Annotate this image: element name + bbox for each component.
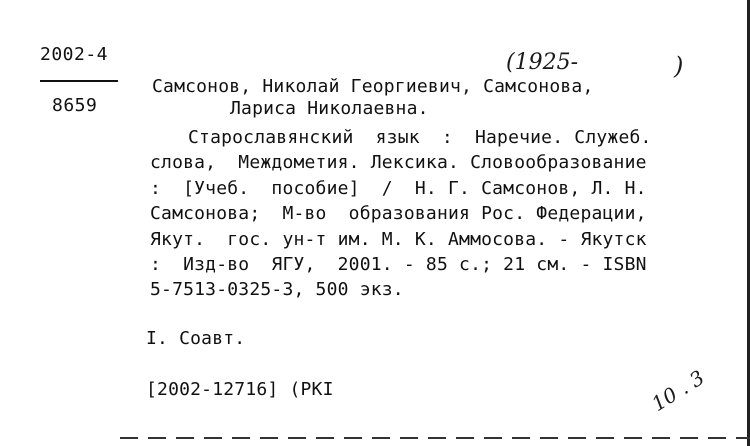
handwritten-paren: ) (674, 52, 684, 80)
title-line: Старославянский язык : Наречие. Служеб. (188, 127, 652, 148)
author-heading-cont: Лариса Николаевна. (230, 98, 429, 119)
coauthor-entry: I. Соавт. (146, 328, 246, 349)
call-number-divider (40, 80, 118, 82)
description-line-5: Якут. гос. ун-т им. М. К. Аммосова. - Якутск (150, 229, 647, 250)
description-line-4: Самсонова; М-во образования Рос. Федерации, (150, 203, 647, 224)
call-number-bottom: 8659 (52, 95, 98, 116)
description-line-2: слова, Междометия. Лексика. Словообразование (150, 152, 647, 173)
card-bottom-edge (120, 437, 750, 439)
description-line-3: : [Учеб. пособие] / Н. Г. Самсонов, Л. Н. (150, 178, 647, 199)
description-line-6: : Изд-во ЯГУ, 2001. - 85 с.; 21 см. - ISBN (150, 254, 647, 275)
handwritten-corner-note: 10 . 3 (647, 365, 709, 416)
record-id: [2002-12716] (PKI (146, 379, 334, 400)
call-number-top: 2002-4 (40, 44, 109, 65)
description-line-7: 5-7513-0325-3, 500 экз. (150, 279, 404, 300)
author-heading: Самсонов, Николай Георгиевич, Самсонова, (152, 76, 594, 97)
handwritten-years: (1925- (506, 50, 579, 75)
